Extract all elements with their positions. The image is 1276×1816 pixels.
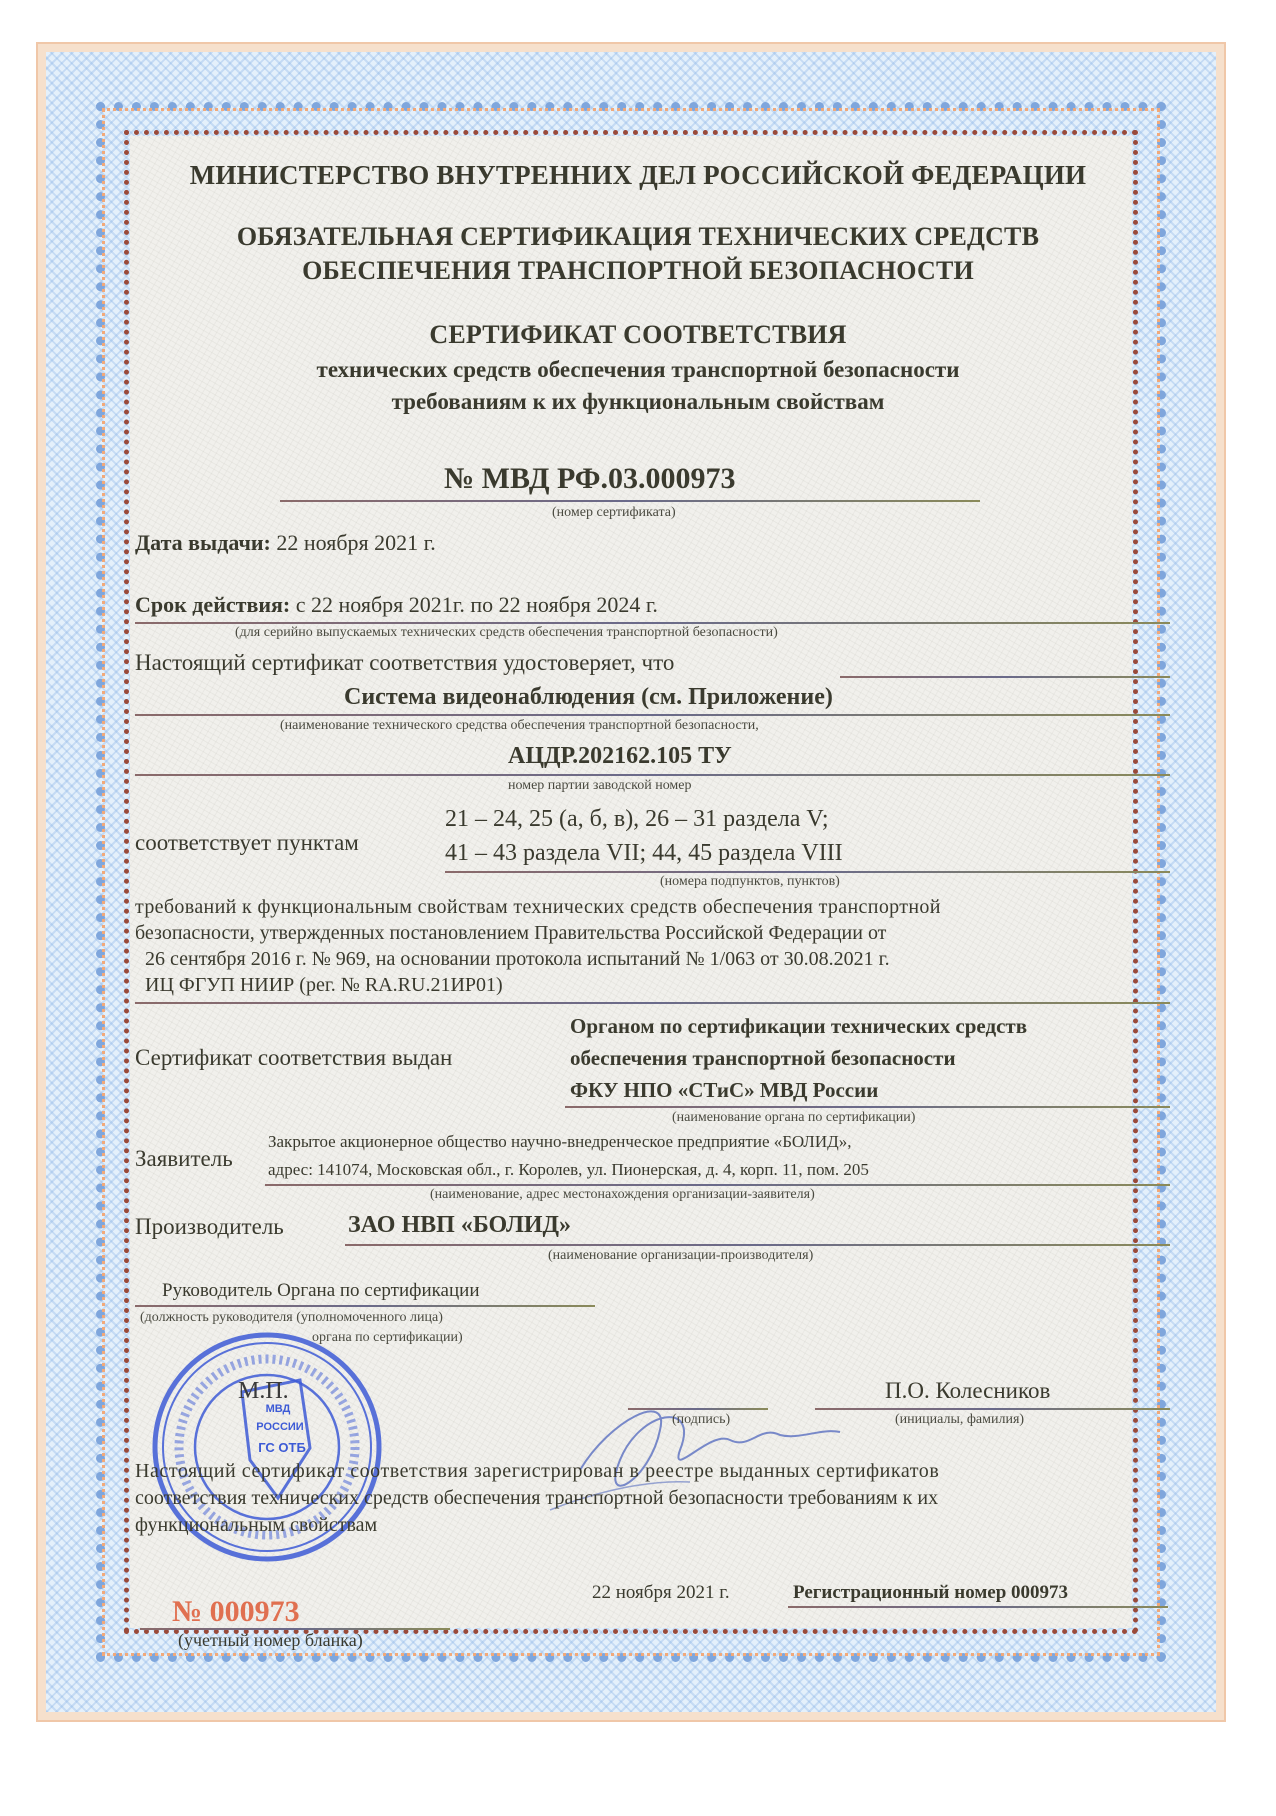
signer-name: П.О. Колесников (885, 1378, 1051, 1403)
stamp-text-3: ГС ОТБ (258, 1440, 306, 1455)
blank-number-caption: (учетный номер бланка) (178, 1630, 363, 1650)
position-caption-line2: органа по сертификации) (312, 1330, 463, 1345)
manufacturer-value: ЗАО НВП «БОЛИД» (348, 1212, 572, 1238)
registry-date: 22 ноября 2021 г. (592, 1582, 730, 1603)
spec-caption: номер партии заводской номер (508, 778, 692, 793)
product-spec: АЦДР.202162.105 ТУ (508, 743, 732, 769)
applicant-line2: адрес: 141074, Московская обл., г. Королев, ул. Пионерская, д. 4, корп. 11, пом. 205 (268, 1160, 869, 1179)
validity-label: Срок действия: (135, 592, 291, 617)
issue-date: 22 ноября 2021 г. (276, 530, 436, 555)
issue-date-label: Дата выдачи: (135, 530, 271, 555)
registry-line2: соответствия технических средств обеспечения транспортной безопасности требованиям к их (135, 1487, 939, 1509)
certificate-number: № МВД РФ.03.000973 (444, 462, 736, 495)
seal-mark: М.П. (238, 1378, 289, 1404)
certificate-number-caption: (номер сертификата) (552, 505, 676, 520)
applicant-caption: (наименование, адрес местонахождения организации-заявителя) (430, 1187, 815, 1202)
cert-type-line2: ОБЕСПЕЧЕНИЯ ТРАНСПОРТНОЙ БЕЗОПАСНОСТИ (302, 256, 974, 285)
issued-by-line2: обеспечения транспортной безопасности (570, 1046, 956, 1070)
issued-by-line3: ФКУ НПО «СТиС» МВД России (570, 1078, 879, 1102)
stamp-text-2: РОССИИ (256, 1421, 304, 1433)
position-caption-line1: (должность руководителя (уполномоченного лица) (140, 1310, 443, 1325)
requirements-line4: ИЦ ФГУП НИИР (рег. № RA.RU.21ИР01) (145, 974, 503, 996)
issued-by-label: Сертификат соответствия выдан (135, 1045, 453, 1070)
validity-caption: (для серийно выпускаемых технических средств обеспечения транспортной безопасности) (235, 625, 778, 640)
subtitle-line2: требованиям к их функциональным свойствам (391, 389, 885, 414)
clauses-line1: 21 – 24, 25 (а, б, в), 26 – 31 раздела V; (445, 806, 829, 832)
registry-line3: функциональным свойствам (135, 1514, 378, 1536)
blank-number: № 000973 (172, 1595, 300, 1628)
requirements-line2: безопасности, утвержденных постановлением Правительства Российской Федерации от (135, 922, 887, 944)
signature-caption: (подпись) (672, 1412, 731, 1427)
requirements-line1: требований к функциональным свойствам технических средств обеспечения транспортной (135, 896, 941, 918)
complies-label: соответствует пунктам (135, 830, 359, 855)
clauses-line2: 41 – 43 раздела VII; 44, 45 раздела VIII (445, 840, 843, 866)
issued-by-line1: Органом по сертификации технических средств (570, 1014, 1028, 1038)
stamp-text-1: МВД (265, 1403, 291, 1415)
registry-line1: Настоящий сертификат соответствия зарегистрирован в реестре выданных сертификатов (135, 1460, 940, 1482)
applicant-label: Заявитель (135, 1146, 233, 1171)
subtitle-line1: технических средств обеспечения транспортной безопасности (316, 357, 960, 382)
signer-caption: (инициалы, фамилия) (895, 1412, 1025, 1427)
registration-number: Регистрационный номер 000973 (793, 1582, 1069, 1603)
requirements-line3: 26 сентября 2016 г. № 969, на основании протокола испытаний № 1/063 от 30.08.2021 г. (145, 948, 890, 970)
manufacturer-label: Производитель (135, 1214, 284, 1239)
issued-by-caption: (наименование органа по сертификации) (672, 1110, 916, 1125)
product-caption: (наименование технического средства обеспечения транспортной безопасности, (280, 718, 759, 733)
validity-period: с 22 ноября 2021г. по 22 ноября 2024 г. (295, 592, 658, 617)
certificate-title: СЕРТИФИКАТ СООТВЕТСТВИЯ (429, 320, 847, 349)
signer-position: Руководитель Органа по сертификации (162, 1280, 480, 1301)
cert-type-line1: ОБЯЗАТЕЛЬНАЯ СЕРТИФИКАЦИЯ ТЕХНИЧЕСКИХ СРЕДСТВ (236, 222, 1040, 251)
product-name: Система видеонаблюдения (см. Приложение) (344, 684, 833, 710)
certifies-text: Настоящий сертификат соответствия удостоверяет, что (135, 650, 675, 675)
applicant-line1: Закрытое акционерное общество научно-внедренческое предприятие «БОЛИД», (268, 1132, 852, 1151)
manufacturer-caption: (наименование организации-производителя) (548, 1248, 814, 1263)
ministry-title: МИНИСТЕРСТВО ВНУТРЕННИХ ДЕЛ РОССИЙСКОЙ ФЕДЕРАЦИИ (189, 160, 1087, 190)
clauses-caption: (номера подпунктов, пунктов) (660, 874, 840, 889)
